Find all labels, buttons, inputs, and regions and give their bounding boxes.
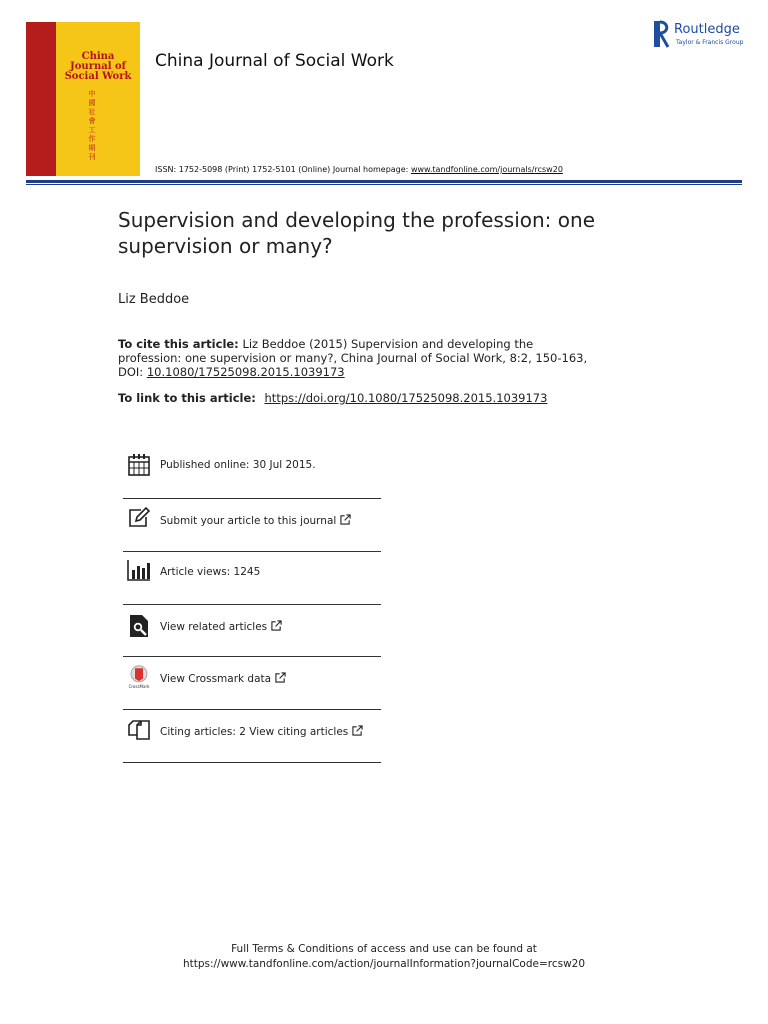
search-document-icon <box>127 614 151 638</box>
issn-line <box>155 165 563 174</box>
submit-row[interactable] <box>123 502 381 554</box>
article-views: Article views: 1245 <box>160 566 261 578</box>
external-link-icon <box>340 514 351 525</box>
cite-text: Liz Beddoe (2015) Supervision and developing the profession: one supervision or many?, China Journal of Social Work, 8:2, 150-163, DOI: <box>118 337 588 379</box>
cover-chinese-title: 中國社會工作期刊 <box>88 90 96 161</box>
citing-icon <box>127 717 151 741</box>
cover-title-line-1: China <box>81 51 115 62</box>
footer-terms-link[interactable]: https://www.tandfonline.com/action/journalInformation?journalCode=rcsw20 <box>182 958 586 970</box>
divider <box>123 762 381 763</box>
divider <box>123 709 381 710</box>
published-row <box>123 448 381 500</box>
journal-cover-image <box>26 22 140 176</box>
crossmark-caption: CrossMark <box>128 684 150 689</box>
link-label: To link to this article: <box>118 391 256 405</box>
related-articles-label: View related articles <box>160 621 268 633</box>
article-link-line <box>118 391 547 405</box>
cover-title-line-2: Journal of <box>70 61 126 72</box>
citation-block <box>118 337 598 379</box>
header-rule <box>26 180 742 183</box>
journal-title: China Journal of Social Work <box>155 51 394 71</box>
crossmark-link[interactable] <box>160 672 286 685</box>
routledge-mark-icon <box>653 20 671 48</box>
header-rule-thin <box>26 184 742 185</box>
crossmark-row[interactable] <box>123 660 381 712</box>
author-name: Liz Beddoe <box>118 292 190 307</box>
crossmark-label: View Crossmark data <box>160 673 272 685</box>
cover-yellow-panel <box>56 22 140 176</box>
issn-text: ISSN: 1752-5098 (Print) 1752-5101 (Online) Journal homepage: <box>155 165 409 174</box>
views-row <box>123 555 381 607</box>
footer-terms <box>0 942 768 972</box>
submit-article-link[interactable] <box>160 514 351 527</box>
article-title: Supervision and developing the profession: one supervision or many? <box>118 208 595 258</box>
calendar-icon <box>127 453 151 477</box>
crossmark-icon <box>127 665 151 689</box>
footer-line-1: Full Terms & Conditions of access and use can be found at <box>231 943 537 955</box>
related-articles-link[interactable] <box>160 620 282 633</box>
cite-doi-link[interactable]: 10.1080/17525098.2015.1039173 <box>146 365 345 379</box>
divider <box>123 498 381 499</box>
external-link-icon <box>352 725 363 736</box>
divider <box>123 656 381 657</box>
routledge-name: Routledge <box>674 22 740 37</box>
external-link-icon <box>275 672 286 683</box>
divider <box>123 551 381 552</box>
related-row[interactable] <box>123 608 381 660</box>
cover-red-band <box>26 22 56 176</box>
external-link-icon <box>271 620 282 631</box>
divider <box>123 604 381 605</box>
published-date: Published online: 30 Jul 2015. <box>160 459 316 471</box>
cover-title-line-3: Social Work <box>64 71 132 82</box>
citing-row[interactable] <box>123 713 381 765</box>
bar-chart-icon <box>127 558 151 582</box>
routledge-logo[interactable] <box>653 20 753 52</box>
edit-icon <box>127 506 151 530</box>
citing-articles-label: Citing articles: 2 View citing articles <box>160 726 349 738</box>
cite-label: To cite this article: <box>118 337 239 351</box>
journal-homepage-link[interactable]: www.tandfonline.com/journals/rcsw20 <box>410 165 563 174</box>
article-doi-link[interactable]: https://doi.org/10.1080/17525098.2015.1039173 <box>264 391 548 405</box>
cover-title <box>56 52 140 82</box>
submit-article-label: Submit your article to this journal <box>160 515 337 527</box>
routledge-group: Taylor & Francis Group <box>676 39 744 46</box>
citing-articles-link[interactable] <box>160 725 363 738</box>
